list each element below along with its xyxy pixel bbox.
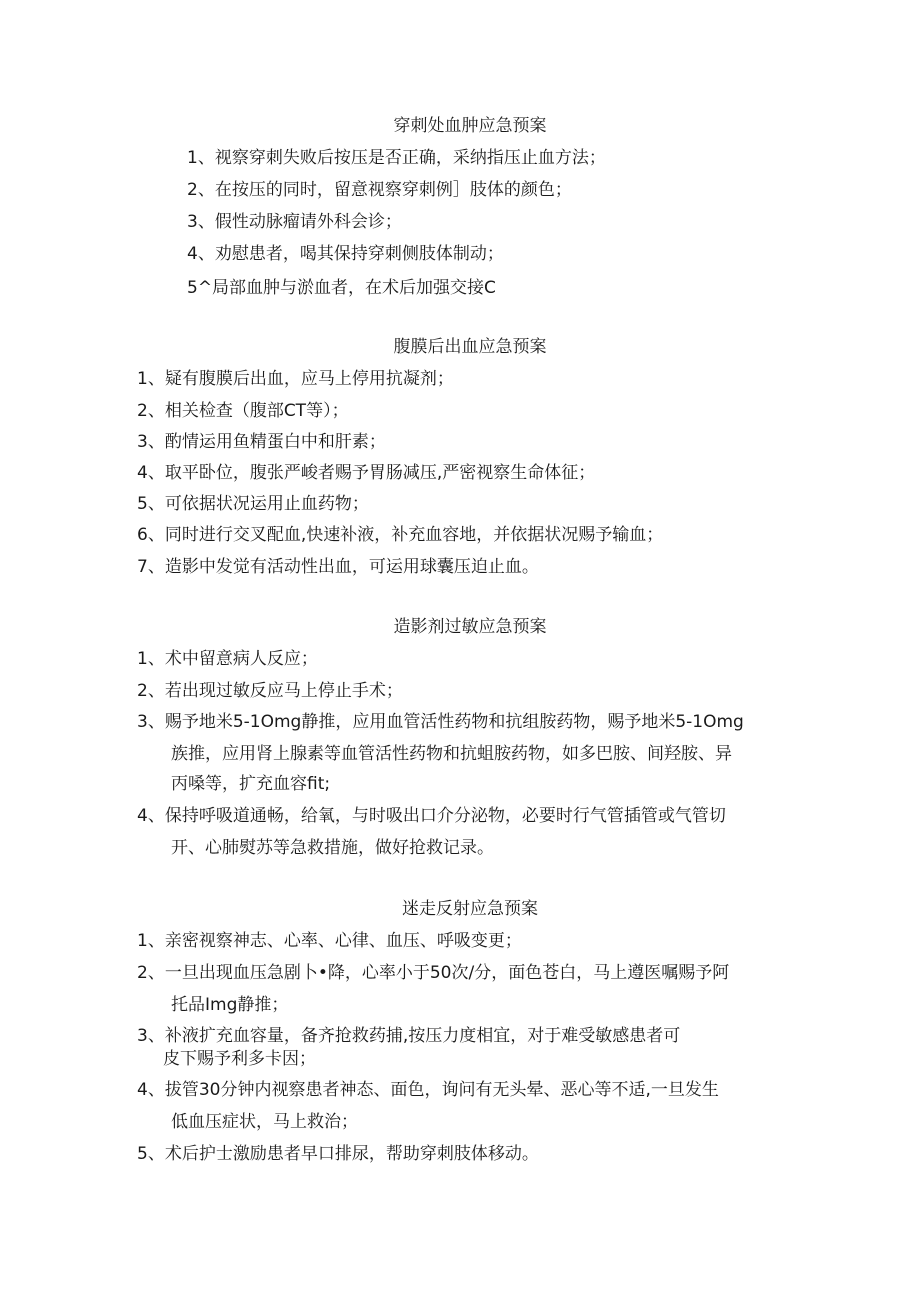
vagal-line-5: 5、术后护士激励患者早口排尿，帮助穿刺肢体移动。 <box>137 1144 539 1164</box>
retro-line-6: 6、同时进行交叉配血,快速补液，补充血容地，并依据状况赐予输血； <box>137 525 664 545</box>
vagal-line-2-cont: 托品Img静推； <box>171 995 289 1015</box>
retro-line-1: 1、疑有腹膜后出血，应马上停用抗凝剂； <box>137 369 454 389</box>
vagal-line-1: 1、亲密视察神志、心率、心律、血压、呼吸变更； <box>137 931 522 951</box>
section-title-retroperitoneal: 腹膜后出血应急预案 <box>393 337 547 357</box>
retro-line-5: 5、可依据状况运用止血药物； <box>137 494 369 514</box>
vagal-line-4-cont: 低血压症状，马上救治； <box>171 1112 358 1132</box>
retro-line-3: 3、酌情运用鱼精蛋白中和肝素； <box>137 432 386 452</box>
hematoma-line-2: 2、在按压的同时，留意视察穿刺例］肢体的颜色； <box>187 180 572 200</box>
allergy-line-3-cont-1: 族推，应用肾上腺素等血管活性药物和抗蛆胺药物，如多巴胺、间羟胺、异 <box>171 744 732 764</box>
allergy-line-4-cont: 开、心肺熨苏等急救措施，做好抢救记录。 <box>171 838 494 858</box>
allergy-line-2: 2、若出现过敏反应马上停止手术； <box>137 681 403 701</box>
retro-line-2: 2、相关检查（腹部CT等）； <box>137 401 349 421</box>
section-title-hematoma: 穿刺处血肿应急预案 <box>393 116 547 136</box>
retro-line-7: 7、造影中发觉有活动性出血，可运用球囊压迫止血。 <box>137 557 539 577</box>
hematoma-line-5: 5^局部血肿与淤血者，在术后加强交接C <box>187 278 496 298</box>
allergy-line-4: 4、保持呼吸道通畅，给氧，与时吸出口介分泌物，必要时行气管插管或气管切 <box>137 806 726 826</box>
hematoma-line-1: 1、视察穿刺失败后按压是否正确，采纳指压止血方法； <box>187 148 606 168</box>
hematoma-line-3: 3、假性动脉瘤请外科会诊； <box>187 212 402 232</box>
section-title-vagal-reflex: 迷走反射应急预案 <box>402 899 538 919</box>
allergy-line-1: 1、术中留意病人反应； <box>137 649 318 669</box>
vagal-line-3: 3、补液扩充血容量，备齐抢救药捕,按压力度相宜，对于难受敏感患者可 <box>137 1026 681 1046</box>
allergy-line-3-cont-2: 丙嗓等，扩充血容fit; <box>171 774 331 794</box>
vagal-line-4: 4、拔管30分钟内视察患者神态、面色，询问有无头晕、恶心等不适,一旦发生 <box>137 1080 719 1100</box>
allergy-line-3: 3、赐予地米5-1Omg静推，应用血管活性药物和抗组胺药物，赐予地米5-1Omg <box>137 712 744 732</box>
vagal-line-2: 2、一旦出现血压急剧卜•降，心率小于50次/分，面色苍白，马上遵医嘱赐予阿 <box>137 963 730 983</box>
retro-line-4: 4、取平卧位，腹张严峻者赐予胃肠减压,严密视察生命体征； <box>137 463 596 483</box>
hematoma-line-4: 4、劝慰患者，喝其保持穿刺侧肢体制动； <box>187 244 504 264</box>
vagal-line-3-cont: 皮下赐予利多卡因； <box>163 1049 316 1069</box>
section-title-contrast-allergy: 造影剂过敏应急预案 <box>393 617 547 637</box>
